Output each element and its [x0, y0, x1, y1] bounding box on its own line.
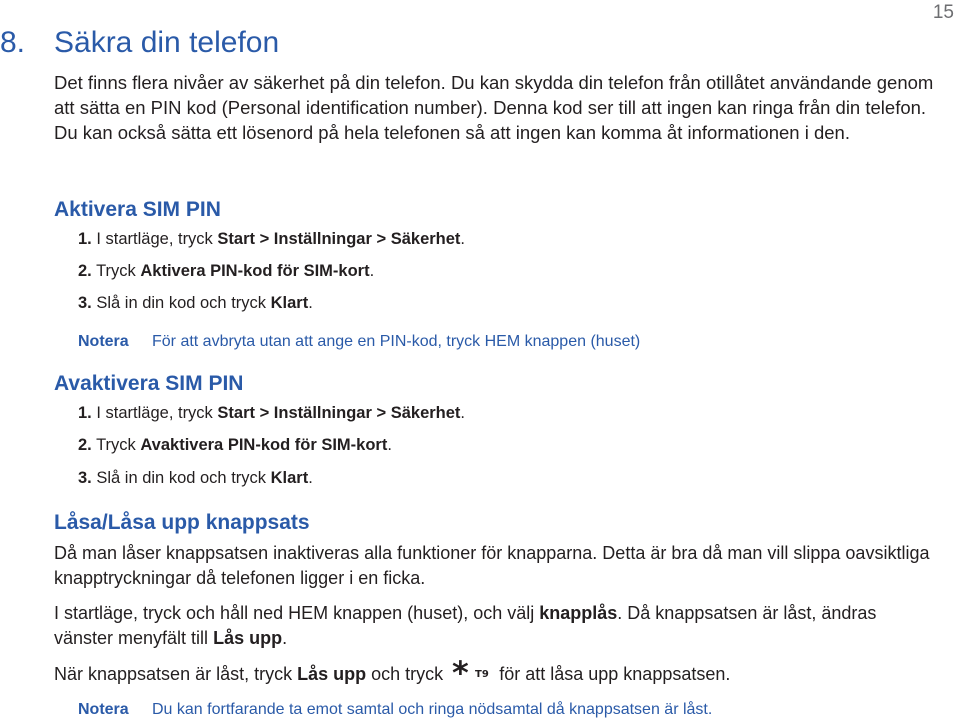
- keylock-note-label: Notera: [78, 701, 129, 718]
- activate-step-1: 1. I startläge, tryck Start > Inställningar > Säkerhet.: [78, 230, 466, 248]
- intro-paragraph: Det finns flera nivåer av säkerhet på din telefon. Du kan skydda din telefon från otillåtet användande genom att sätta en PIN kod (Personal identification number). Denna kod ser till att ingen kan ringa från din telefon. Du kan också sätta ett lösenord på hela telefonen så att ingen kan komma åt informationen i den.: [54, 72, 934, 143]
- keylock-heading: Låsa/Låsa upp knappsats: [54, 511, 310, 534]
- page-number: 15: [932, 2, 954, 23]
- keylock-paragraph-1: Då man låser knappsatsen inaktiveras alla funktioner för knapparna. Detta är bra då man vill slippa oavsiktliga knapptryckningar då telefonen ligger i en ficka.: [54, 543, 930, 588]
- activate-note-label: Notera: [78, 333, 129, 350]
- deactivate-step-3: 3. Slå in din kod och tryck Klart.: [78, 469, 313, 487]
- keylock-note-text: Du kan fortfarande ta emot samtal och ringa nödsamtal då knappsatsen är låst.: [152, 701, 713, 718]
- keylock-paragraph-2: I startläge, tryck och håll ned HEM knappen (huset), och välj knapplås. Då knappsatsen är låst, ändras vänster menyfält till Lås upp.: [54, 603, 877, 648]
- activate-step-3: 3. Slå in din kod och tryck Klart.: [78, 294, 313, 312]
- activate-note-text: För att avbryta utan att ange en PIN-kod, tryck HEM knappen (huset): [152, 333, 641, 350]
- deactivate-sim-pin-heading: Avaktivera SIM PIN: [54, 372, 244, 395]
- deactivate-step-1: 1. I startläge, tryck Start > Inställningar > Säkerhet.: [78, 404, 466, 422]
- section-number: 8.: [0, 26, 26, 59]
- deactivate-step-2: 2. Tryck Avaktivera PIN-kod för SIM-kort.: [78, 436, 392, 454]
- activate-step-2: 2. Tryck Aktivera PIN-kod för SIM-kort.: [78, 262, 375, 280]
- activate-sim-pin-heading: Aktivera SIM PIN: [54, 198, 221, 221]
- keylock-paragraph-3: När knappsatsen är låst, tryck Lås upp och tryck * T9 för att låsa upp knappsatsen.: [54, 660, 934, 687]
- section-heading: [0, 26, 279, 60]
- t9-label: T9: [475, 669, 489, 680]
- star-glyph: *: [452, 660, 469, 684]
- section-title: Säkra din telefon: [54, 26, 280, 59]
- star-t9-key-icon: [450, 660, 492, 684]
